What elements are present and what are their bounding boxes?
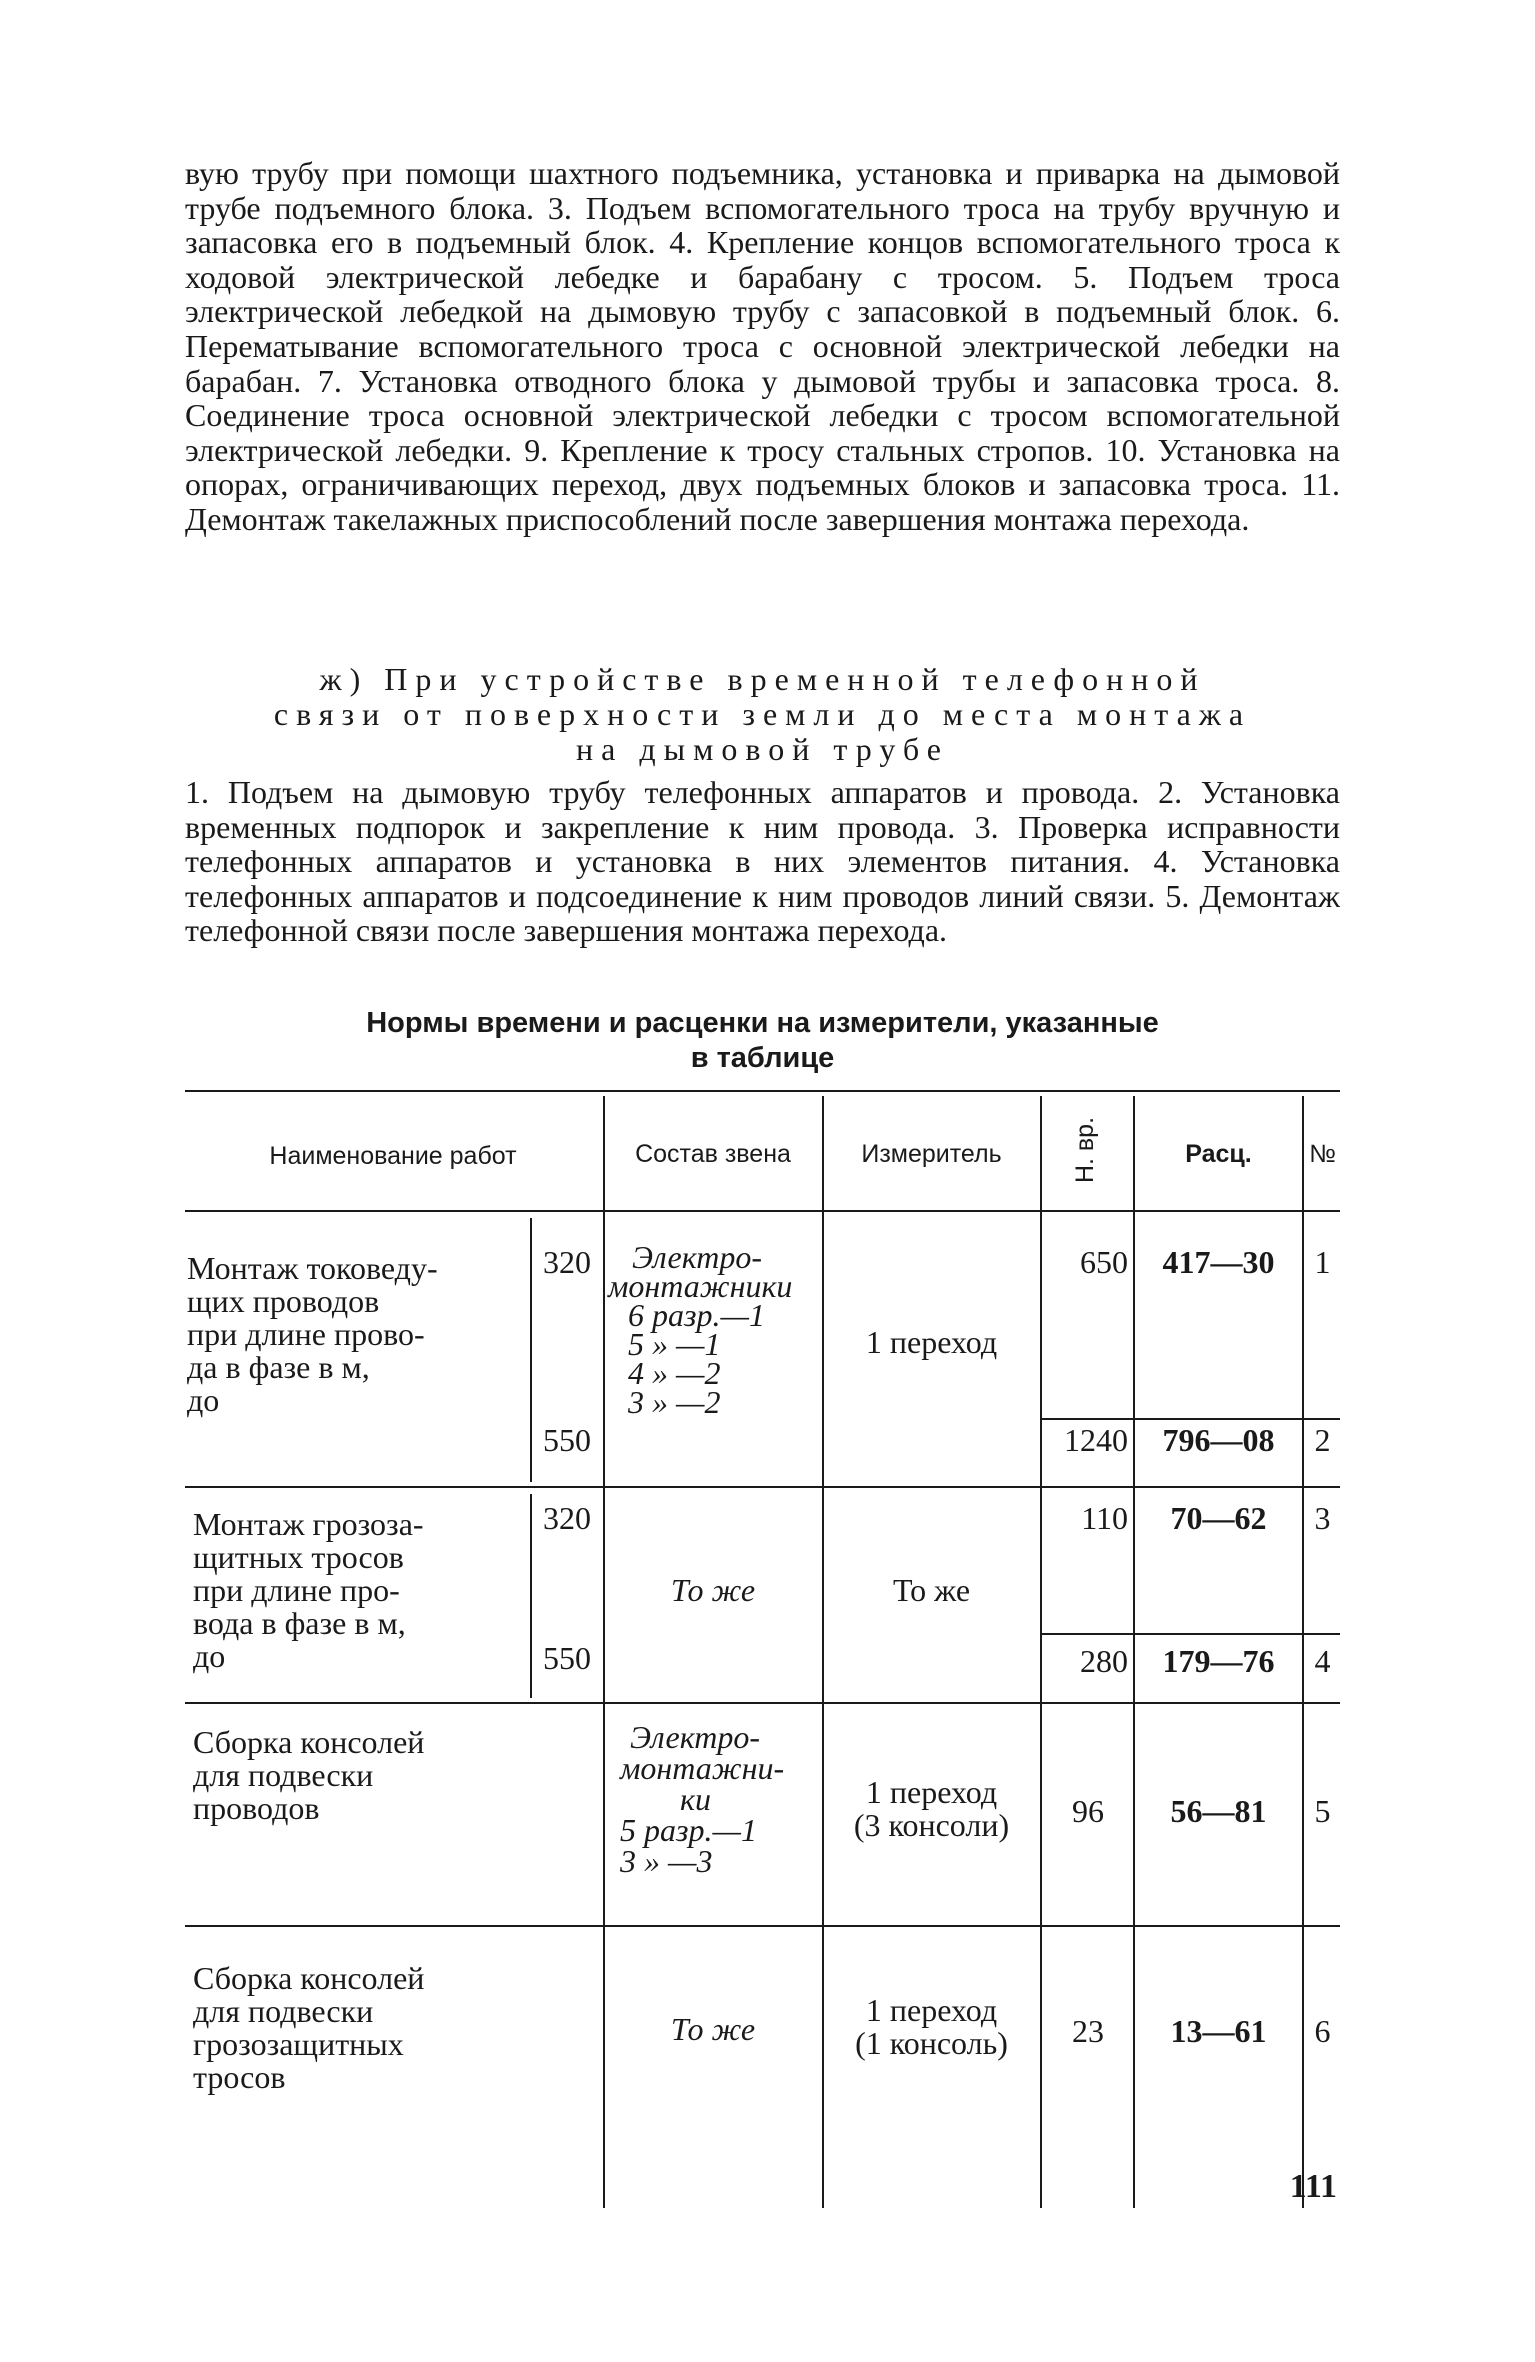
g1-name-line: при длине прово- [187,1316,425,1352]
section-paragraph: 1. Подъем на дымовую трубу телефонных аппаратов и провода. 2. Установка временных подпорок и закрепление к ним провода. 3. Проверка исправности телефонных аппаратов и установка в них элементов питания. 4. Установка телефонных аппаратов и подсоединение к ним проводов линий связи. 5. Демонтаж телефонной связи после завершения монтажа перехода. [185,774,1340,949]
g2-crew: То же [670,1572,756,1608]
g2-no-2: 4 [1314,1643,1331,1679]
page-number: 111 [1289,2168,1337,2205]
g2-name [193,1508,525,1673]
time-row-divider-1 [1040,1418,1134,1420]
g1-name-line: да в фазе в м, [187,1349,370,1385]
g1-name [187,1252,525,1417]
header-bottom-rule [185,1210,1340,1212]
g3-unit-line: (3 консоли) [853,1807,1010,1843]
g1-crew [608,1239,820,1420]
g1-name-line: до [187,1382,220,1418]
g1-no-1: 1 [1314,1244,1331,1280]
g3-unit [825,1776,1038,1842]
g4-name [193,1962,513,2094]
g3-name [193,1726,513,1825]
g3-crew [620,1719,820,1879]
g1-name-line: Монтаж токоведу- [187,1250,438,1286]
g3-crew-line: монтажни- [620,1750,785,1786]
section-heading-line1: ж) При устройстве временной телефонной [319,661,1206,697]
g1-crew-line: 3 » —2 [628,1384,721,1420]
g2-time-2: 280 [1080,1643,1128,1679]
g3-no: 5 [1314,1793,1331,1829]
g2-name-line: щитных тросов [193,1539,404,1575]
g2-rate-2: 179—76 [1162,1643,1275,1679]
g4-name-line: Сборка консолей [193,1960,425,1996]
header-unit: Измеритель [861,1140,1002,1168]
g3-crew-line: ки [680,1781,711,1817]
g1-name-line: щих проводов [187,1283,380,1319]
g2-no-1: 3 [1314,1500,1331,1536]
g4-unit [825,1994,1038,2060]
g4-unit-line: 1 переход [865,1992,998,2028]
g3-rate: 56—81 [1170,1793,1267,1829]
table-title [185,1006,1340,1076]
section-heading-line2: связи от поверхности земли до места монтажа [273,696,1252,732]
g4-unit-line: (1 консоль) [855,2025,1008,2061]
header-name: Наименование работ [269,1142,517,1170]
table-title-line2: в таблице [690,1042,835,1074]
g2-length-1: 320 [543,1500,591,1536]
g4-rate: 13—61 [1170,2013,1267,2049]
length-col-rule-2 [530,1494,532,1698]
g4-name-line: для подвески [193,1993,374,2029]
g2-name-line: до [193,1638,226,1674]
table-top-rule [185,1090,1340,1092]
g1-rate-1: 417—30 [1162,1244,1275,1280]
group1-bottom-rule [185,1486,1340,1488]
g2-name-line: при длине про- [193,1572,400,1608]
g4-crew: То же [670,2011,756,2047]
g4-time: 23 [1072,2013,1104,2049]
group3-bottom-rule [185,1925,1340,1927]
g1-no-2: 2 [1314,1422,1331,1458]
g1-crew-line: 4 » —2 [628,1355,721,1391]
g1-crew-line: монтажники [608,1268,793,1304]
g3-crew-line: 3 » —3 [620,1843,713,1879]
g4-no: 6 [1314,2013,1331,2049]
header-no: № [1309,1140,1336,1168]
col-rule-no [1302,1096,1304,2208]
g2-name-line: Монтаж грозоза- [193,1506,424,1542]
g1-crew-line: Электро- [632,1239,762,1275]
col-rule-crew [603,1096,605,2208]
table-title-line1: Нормы времени и расценки на измерители, указанные [366,1007,1159,1039]
g2-name-line: вода в фазе в м, [193,1605,406,1641]
header-time-norm: Н. вр. [1071,1116,1099,1184]
g1-rate-2: 796—08 [1162,1422,1275,1458]
g3-name-line: Сборка консолей [193,1724,425,1760]
g1-crew-line: 5 » —1 [628,1326,721,1362]
g4-name-line: грозозащитных [193,2026,404,2062]
row-divider-2 [1040,1633,1340,1635]
col-rule-unit [822,1096,824,2208]
g1-length-1: 320 [543,1244,591,1280]
section-heading-line3: на дымовой трубе [576,731,949,767]
g4-name-line: тросов [193,2059,286,2095]
g3-name-line: для подвески [193,1757,374,1793]
intro-paragraph: вую трубу при помощи шахтного подъемника, установка и приварка на дымовой трубе подъемного блока. 3. Подъем вспомогательного троса на трубу вручную и запасовка его в подъемный блок. 4. Крепление концов вспомогательного троса к ходовой электрической лебедке и барабану с тросом. 5. Подъем троса электрической лебедкой на дымовую трубу с запасовкой в подъемный блок. 6. Перематывание вспомогательного троса с основной электрической лебедки на барабан. 7. Установка отводного блока у дымовой трубы и запасовка троса. 8. Соединение троса основной электрической лебедки с тросом вспомогательной электрической лебедки. 9. Крепление к тросу стальных стропов. 10. Установка на опорах, ограничивающих переход, двух подъемных блоков и запасовка троса. 11. Демонтаж такелажных приспособлений после завершения монтажа перехода. [185,155,1340,537]
g2-time-1: 110 [1081,1500,1128,1536]
g1-unit: 1 переход [865,1324,998,1360]
g3-unit-line: 1 переход [865,1774,998,1810]
length-col-rule-1 [530,1218,532,1482]
header-crew: Состав звена [635,1140,791,1168]
col-rule-time [1040,1096,1042,2208]
g1-time-2: 1240 [1064,1422,1128,1458]
g2-rate-1: 70—62 [1170,1500,1267,1536]
g3-time: 96 [1072,1793,1104,1829]
col-rule-rate [1133,1096,1135,2208]
g3-crew-line: 5 разр.—1 [620,1812,757,1848]
g2-unit: То же [892,1572,971,1608]
rate-row-divider-1 [1133,1418,1303,1420]
g1-time-1: 650 [1080,1244,1128,1280]
no-row-divider-1 [1302,1418,1340,1420]
header-rate: Расц. [1185,1140,1252,1168]
g3-crew-line: Электро- [630,1719,760,1755]
group2-bottom-rule [185,1702,1340,1704]
g1-length-2: 550 [543,1422,591,1458]
g1-crew-line: 6 разр.—1 [628,1297,765,1333]
g3-name-line: проводов [193,1790,320,1826]
g2-length-2: 550 [543,1640,591,1676]
